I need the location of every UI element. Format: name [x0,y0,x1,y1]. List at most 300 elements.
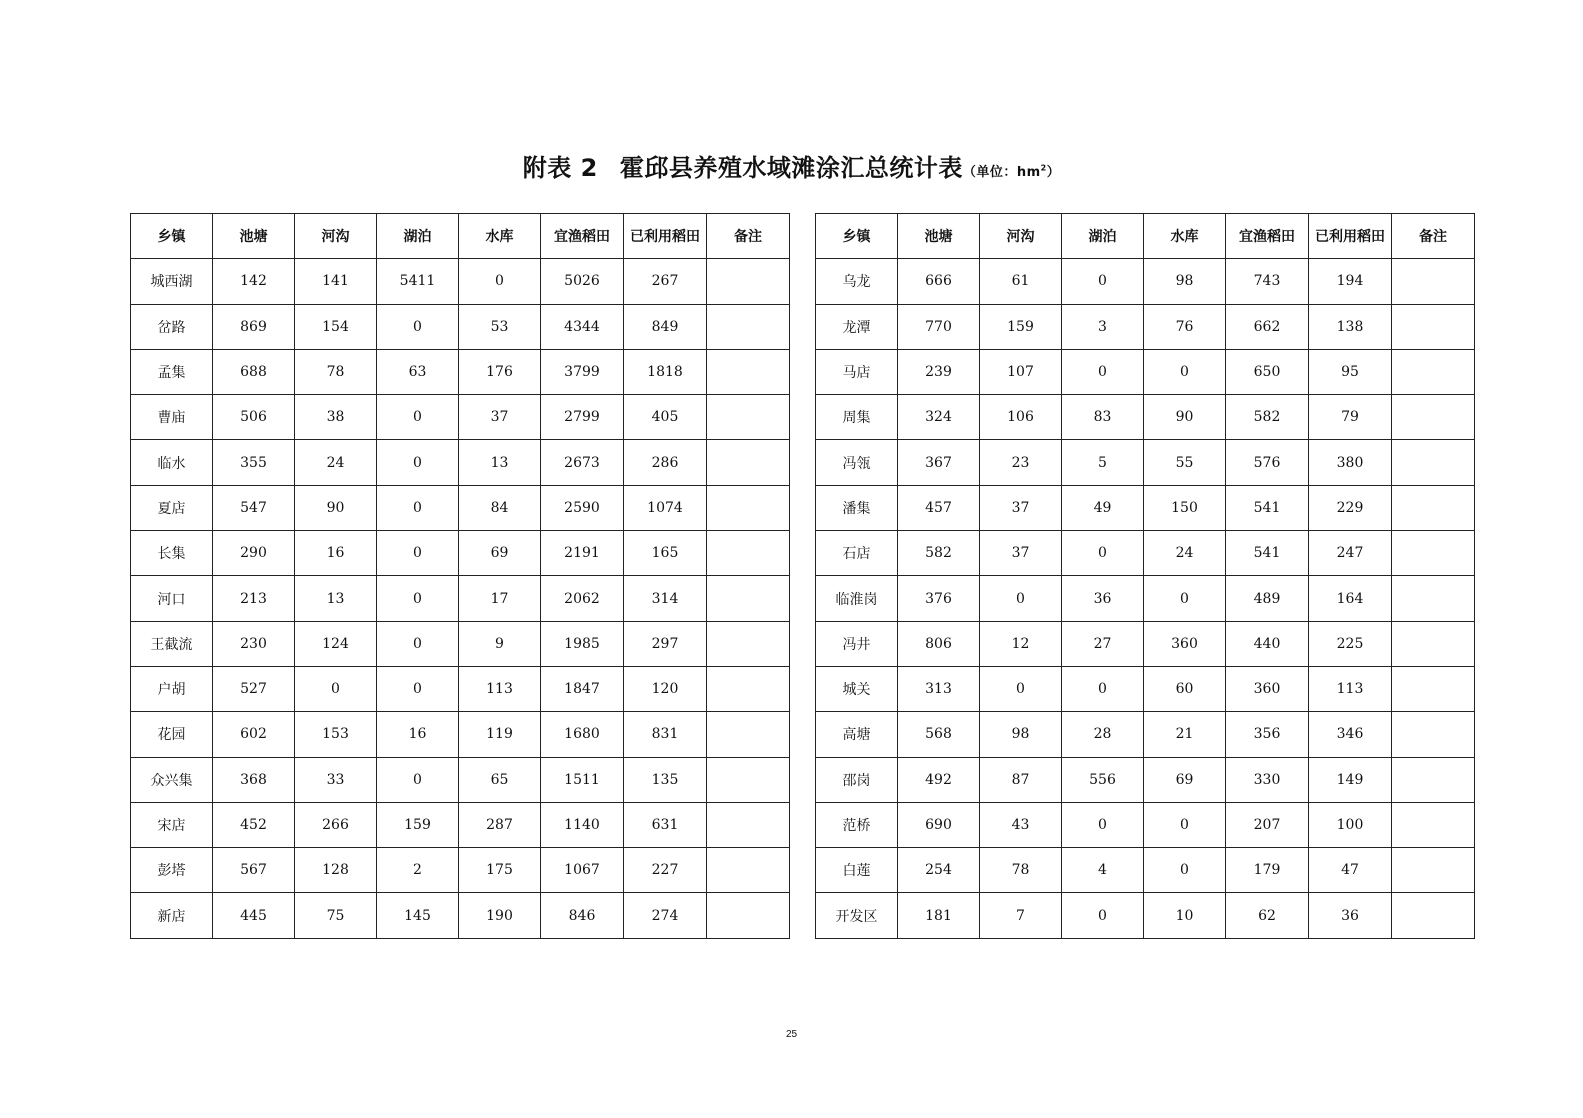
table-row [816,893,1475,938]
township-cell: 潘集 [816,485,898,530]
township-cell: 临水 [131,440,213,485]
remarks-cell [1392,848,1475,893]
ditch-cell: 153 [295,712,377,757]
table-row [816,304,1475,349]
lake-cell: 0 [1062,531,1144,576]
reservoir-cell: 37 [459,395,541,440]
pond-cell: 445 [213,893,295,938]
township-cell: 开发区 [816,893,898,938]
township-cell: 新店 [131,893,213,938]
lake-cell: 63 [377,349,459,394]
reservoir-cell: 98 [1144,259,1226,304]
used-paddy-cell: 831 [624,712,707,757]
ditch-cell: 154 [295,304,377,349]
table-row [816,395,1475,440]
pond-cell: 254 [898,848,980,893]
lake-cell: 556 [1062,757,1144,802]
lake-cell: 0 [377,485,459,530]
suitable-paddy-cell: 2062 [541,576,624,621]
remarks-cell [707,304,790,349]
pond-cell: 690 [898,802,980,847]
ditch-cell: 78 [980,848,1062,893]
ditch-cell: 107 [980,349,1062,394]
table-row [816,621,1475,666]
ditch-cell: 87 [980,757,1062,802]
lake-cell: 0 [377,757,459,802]
suitable-paddy-cell: 489 [1226,576,1309,621]
suitable-paddy-cell: 5026 [541,259,624,304]
table-row [816,757,1475,802]
lake-cell: 5411 [377,259,459,304]
suitable-paddy-cell: 62 [1226,893,1309,938]
reservoir-cell: 0 [1144,349,1226,394]
remarks-cell [1392,259,1475,304]
suitable-paddy-cell: 1680 [541,712,624,757]
township-cell: 乌龙 [816,259,898,304]
township-cell: 石店 [816,531,898,576]
table-row [131,485,790,530]
township-cell: 孟集 [131,349,213,394]
unit-open: （单位：hm [962,165,1041,180]
ditch-cell: 23 [980,440,1062,485]
used-paddy-cell: 36 [1309,893,1392,938]
lake-cell: 159 [377,802,459,847]
column-header-lake: 湖泊 [377,214,459,259]
right-table-body [816,259,1475,938]
used-paddy-cell: 149 [1309,757,1392,802]
remarks-cell [707,893,790,938]
suitable-paddy-cell: 1511 [541,757,624,802]
lake-cell: 5 [1062,440,1144,485]
lake-cell: 0 [377,621,459,666]
left-header-row [131,214,790,259]
lake-cell: 145 [377,893,459,938]
remarks-cell [1392,893,1475,938]
table-row [816,349,1475,394]
table-row [816,712,1475,757]
ditch-cell: 24 [295,440,377,485]
table-row [131,395,790,440]
township-cell: 冯瓴 [816,440,898,485]
pond-cell: 688 [213,349,295,394]
table-row [131,848,790,893]
reservoir-cell: 0 [1144,848,1226,893]
used-paddy-cell: 165 [624,531,707,576]
ditch-cell: 78 [295,349,377,394]
title-unit [963,165,1060,180]
township-cell: 岔路 [131,304,213,349]
table-row [816,802,1475,847]
township-cell: 河口 [131,576,213,621]
used-paddy-cell: 380 [1309,440,1392,485]
remarks-cell [707,576,790,621]
suitable-paddy-cell: 846 [541,893,624,938]
lake-cell: 0 [1062,666,1144,711]
township-cell: 花园 [131,712,213,757]
right-header-row [816,214,1475,259]
ditch-cell: 13 [295,576,377,621]
lake-cell: 0 [377,440,459,485]
township-cell: 夏店 [131,485,213,530]
column-header-used-paddy: 已利用稻田 [624,214,707,259]
lake-cell: 28 [1062,712,1144,757]
used-paddy-cell: 120 [624,666,707,711]
title-prefix: 附表 2 [522,154,598,182]
remarks-cell [707,531,790,576]
reservoir-cell: 0 [1144,802,1226,847]
township-cell: 龙潭 [816,304,898,349]
reservoir-cell: 21 [1144,712,1226,757]
table-row [131,893,790,938]
ditch-cell: 16 [295,531,377,576]
table-row [131,712,790,757]
reservoir-cell: 55 [1144,440,1226,485]
table-row [131,621,790,666]
ditch-cell: 266 [295,802,377,847]
reservoir-cell: 65 [459,757,541,802]
township-cell: 高塘 [816,712,898,757]
township-cell: 城西湖 [131,259,213,304]
reservoir-cell: 10 [1144,893,1226,938]
suitable-paddy-cell: 179 [1226,848,1309,893]
suitable-paddy-cell: 2191 [541,531,624,576]
reservoir-cell: 17 [459,576,541,621]
pond-cell: 568 [898,712,980,757]
column-header-remarks: 备注 [707,214,790,259]
used-paddy-cell: 95 [1309,349,1392,394]
pond-cell: 506 [213,395,295,440]
column-header-ditch: 河沟 [295,214,377,259]
reservoir-cell: 60 [1144,666,1226,711]
table-row [131,576,790,621]
lake-cell: 3 [1062,304,1144,349]
title-main: 霍邱县养殖水域滩涂汇总统计表 [619,154,963,182]
suitable-paddy-cell: 541 [1226,485,1309,530]
suitable-paddy-cell: 1140 [541,802,624,847]
remarks-cell [1392,757,1475,802]
lake-cell: 0 [377,304,459,349]
township-cell: 户胡 [131,666,213,711]
used-paddy-cell: 314 [624,576,707,621]
pond-cell: 181 [898,893,980,938]
reservoir-cell: 53 [459,304,541,349]
lake-cell: 0 [1062,259,1144,304]
pond-cell: 527 [213,666,295,711]
lake-cell: 0 [1062,893,1144,938]
table-row [131,349,790,394]
left-statistics-table [130,213,790,939]
remarks-cell [707,349,790,394]
remarks-cell [1392,304,1475,349]
township-cell: 冯井 [816,621,898,666]
township-cell: 白莲 [816,848,898,893]
ditch-cell: 90 [295,485,377,530]
used-paddy-cell: 47 [1309,848,1392,893]
suitable-paddy-cell: 650 [1226,349,1309,394]
pond-cell: 457 [898,485,980,530]
remarks-cell [707,440,790,485]
reservoir-cell: 190 [459,893,541,938]
lake-cell: 0 [377,395,459,440]
pond-cell: 313 [898,666,980,711]
remarks-cell [707,621,790,666]
lake-cell: 16 [377,712,459,757]
used-paddy-cell: 286 [624,440,707,485]
township-cell: 曹庙 [131,395,213,440]
ditch-cell: 106 [980,395,1062,440]
pond-cell: 806 [898,621,980,666]
column-header-suitable-paddy: 宜渔稻田 [1226,214,1309,259]
township-cell: 众兴集 [131,757,213,802]
suitable-paddy-cell: 207 [1226,802,1309,847]
reservoir-cell: 119 [459,712,541,757]
table-row [131,531,790,576]
pond-cell: 582 [898,531,980,576]
table-row [131,666,790,711]
pond-cell: 666 [898,259,980,304]
column-header-pond: 池塘 [898,214,980,259]
lake-cell: 4 [1062,848,1144,893]
lake-cell: 2 [377,848,459,893]
ditch-cell: 7 [980,893,1062,938]
pond-cell: 567 [213,848,295,893]
unit-close: ） [1046,165,1061,180]
pond-cell: 213 [213,576,295,621]
suitable-paddy-cell: 576 [1226,440,1309,485]
used-paddy-cell: 631 [624,802,707,847]
ditch-cell: 37 [980,531,1062,576]
used-paddy-cell: 849 [624,304,707,349]
table-row [131,304,790,349]
used-paddy-cell: 100 [1309,802,1392,847]
ditch-cell: 61 [980,259,1062,304]
table-row [131,757,790,802]
pond-cell: 770 [898,304,980,349]
lake-cell: 27 [1062,621,1144,666]
pond-cell: 368 [213,757,295,802]
remarks-cell [1392,621,1475,666]
page-number: 25 [785,1029,798,1040]
used-paddy-cell: 405 [624,395,707,440]
lake-cell: 0 [377,576,459,621]
remarks-cell [1392,531,1475,576]
column-header-used-paddy: 已利用稻田 [1309,214,1392,259]
suitable-paddy-cell: 743 [1226,259,1309,304]
table-row [816,576,1475,621]
remarks-cell [707,485,790,530]
remarks-cell [1392,576,1475,621]
township-cell: 王截流 [131,621,213,666]
column-header-ditch: 河沟 [980,214,1062,259]
lake-cell: 0 [377,666,459,711]
suitable-paddy-cell: 2590 [541,485,624,530]
remarks-cell [707,259,790,304]
pond-cell: 230 [213,621,295,666]
used-paddy-cell: 1818 [624,349,707,394]
lake-cell: 0 [377,531,459,576]
page-title [0,148,1583,183]
column-header-lake: 湖泊 [1062,214,1144,259]
reservoir-cell: 13 [459,440,541,485]
pond-cell: 324 [898,395,980,440]
remarks-cell [1392,349,1475,394]
column-header-township: 乡镇 [816,214,898,259]
ditch-cell: 98 [980,712,1062,757]
ditch-cell: 0 [980,666,1062,711]
reservoir-cell: 76 [1144,304,1226,349]
ditch-cell: 141 [295,259,377,304]
township-cell: 邵岗 [816,757,898,802]
pond-cell: 452 [213,802,295,847]
table-row [816,485,1475,530]
ditch-cell: 37 [980,485,1062,530]
reservoir-cell: 175 [459,848,541,893]
used-paddy-cell: 229 [1309,485,1392,530]
ditch-cell: 0 [295,666,377,711]
used-paddy-cell: 274 [624,893,707,938]
remarks-cell [707,666,790,711]
ditch-cell: 159 [980,304,1062,349]
used-paddy-cell: 247 [1309,531,1392,576]
table-row [131,802,790,847]
reservoir-cell: 24 [1144,531,1226,576]
pond-cell: 355 [213,440,295,485]
reservoir-cell: 90 [1144,395,1226,440]
used-paddy-cell: 225 [1309,621,1392,666]
pond-cell: 547 [213,485,295,530]
suitable-paddy-cell: 360 [1226,666,1309,711]
pond-cell: 376 [898,576,980,621]
reservoir-cell: 84 [459,485,541,530]
suitable-paddy-cell: 440 [1226,621,1309,666]
used-paddy-cell: 346 [1309,712,1392,757]
used-paddy-cell: 1074 [624,485,707,530]
reservoir-cell: 69 [459,531,541,576]
suitable-paddy-cell: 2799 [541,395,624,440]
used-paddy-cell: 267 [624,259,707,304]
suitable-paddy-cell: 1985 [541,621,624,666]
left-table-body [131,259,790,938]
ditch-cell: 38 [295,395,377,440]
township-cell: 周集 [816,395,898,440]
reservoir-cell: 69 [1144,757,1226,802]
suitable-paddy-cell: 662 [1226,304,1309,349]
pond-cell: 239 [898,349,980,394]
reservoir-cell: 0 [1144,576,1226,621]
pond-cell: 869 [213,304,295,349]
used-paddy-cell: 79 [1309,395,1392,440]
township-cell: 城关 [816,666,898,711]
suitable-paddy-cell: 582 [1226,395,1309,440]
ditch-cell: 12 [980,621,1062,666]
ditch-cell: 33 [295,757,377,802]
right-statistics-table [815,213,1475,939]
lake-cell: 83 [1062,395,1144,440]
reservoir-cell: 113 [459,666,541,711]
ditch-cell: 75 [295,893,377,938]
table-row [816,666,1475,711]
column-header-suitable-paddy: 宜渔稻田 [541,214,624,259]
pond-cell: 602 [213,712,295,757]
remarks-cell [707,802,790,847]
suitable-paddy-cell: 541 [1226,531,1309,576]
reservoir-cell: 150 [1144,485,1226,530]
remarks-cell [1392,802,1475,847]
column-header-pond: 池塘 [213,214,295,259]
township-cell: 马店 [816,349,898,394]
remarks-cell [1392,666,1475,711]
used-paddy-cell: 135 [624,757,707,802]
lake-cell: 0 [1062,349,1144,394]
pond-cell: 142 [213,259,295,304]
remarks-cell [1392,712,1475,757]
lake-cell: 0 [1062,802,1144,847]
table-row [816,440,1475,485]
suitable-paddy-cell: 356 [1226,712,1309,757]
remarks-cell [1392,440,1475,485]
township-cell: 临淮岗 [816,576,898,621]
used-paddy-cell: 113 [1309,666,1392,711]
suitable-paddy-cell: 4344 [541,304,624,349]
township-cell: 彭塔 [131,848,213,893]
pond-cell: 290 [213,531,295,576]
suitable-paddy-cell: 330 [1226,757,1309,802]
column-header-reservoir: 水库 [459,214,541,259]
used-paddy-cell: 138 [1309,304,1392,349]
reservoir-cell: 9 [459,621,541,666]
lake-cell: 36 [1062,576,1144,621]
ditch-cell: 43 [980,802,1062,847]
table-row [131,440,790,485]
remarks-cell [707,395,790,440]
unit-superscript: 2 [1040,163,1047,173]
ditch-cell: 124 [295,621,377,666]
township-cell: 宋店 [131,802,213,847]
used-paddy-cell: 297 [624,621,707,666]
table-row [816,531,1475,576]
township-cell: 长集 [131,531,213,576]
remarks-cell [1392,395,1475,440]
suitable-paddy-cell: 3799 [541,349,624,394]
suitable-paddy-cell: 1847 [541,666,624,711]
reservoir-cell: 287 [459,802,541,847]
used-paddy-cell: 194 [1309,259,1392,304]
remarks-cell [707,848,790,893]
table-row [131,259,790,304]
table-row [816,848,1475,893]
ditch-cell: 0 [980,576,1062,621]
column-header-remarks: 备注 [1392,214,1475,259]
remarks-cell [1392,485,1475,530]
remarks-cell [707,712,790,757]
reservoir-cell: 176 [459,349,541,394]
township-cell: 范桥 [816,802,898,847]
reservoir-cell: 360 [1144,621,1226,666]
pond-cell: 492 [898,757,980,802]
pond-cell: 367 [898,440,980,485]
remarks-cell [707,757,790,802]
ditch-cell: 128 [295,848,377,893]
reservoir-cell: 0 [459,259,541,304]
lake-cell: 49 [1062,485,1144,530]
column-header-township: 乡镇 [131,214,213,259]
suitable-paddy-cell: 2673 [541,440,624,485]
used-paddy-cell: 227 [624,848,707,893]
suitable-paddy-cell: 1067 [541,848,624,893]
column-header-reservoir: 水库 [1144,214,1226,259]
table-row [816,259,1475,304]
used-paddy-cell: 164 [1309,576,1392,621]
